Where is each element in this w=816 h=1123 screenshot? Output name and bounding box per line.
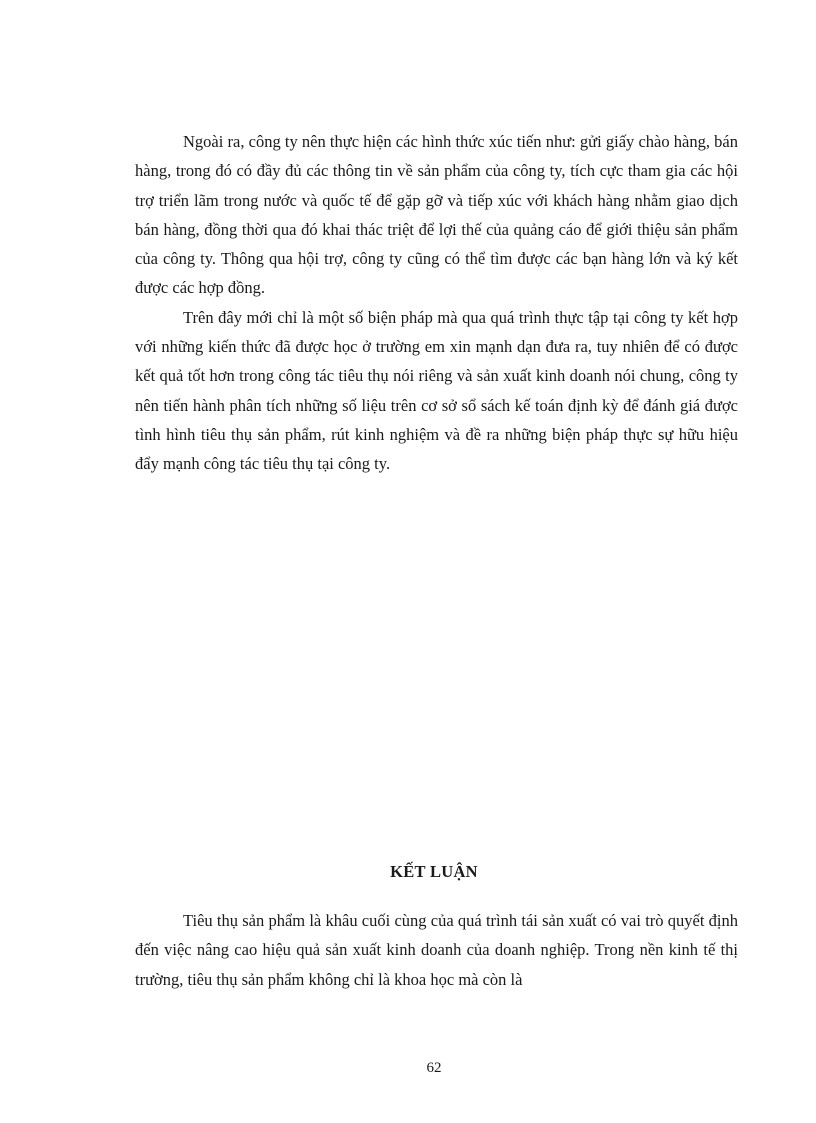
paragraph-promotion: Ngoài ra, công ty nên thực hiện các hình thức xúc tiến như: gửi giấy chào hàng, bán hàng, trong đó có đầy đủ các thông tin về sản phẩm của công ty, tích cực tham gia các hội trợ triển lãm trong nước và quốc tế để gặp gỡ và tiếp xúc với khách hàng nhằm giao dịch bán hàng, đồng thời qua đó khai thác triệt để lợi thế của quảng cáo để giới thiệu sản phẩm của công ty. Thông qua hội trợ, công ty cũng có thể tìm được các bạn hàng lớn và ký kết được các hợp đồng. <box>135 132 738 298</box>
body-text-conclusion <box>135 906 738 994</box>
page-number-text: 62 <box>426 1060 442 1076</box>
paragraph-conclusion: Tiêu thụ sản phẩm là khâu cuối cùng của quá trình tái sản xuất có vai trò quyết định đến việc nâng cao hiệu quả sản xuất kinh doanh của doanh nghiệp. Trong nền kinh tế thị trường, tiêu thụ sản phẩm không chỉ là khoa học mà còn là <box>135 911 738 989</box>
paragraph-measures: Trên đây mới chỉ là một số biện pháp mà qua quá trình thực tập tại công ty kết hợp với những kiến thức đã được học ở trường em xin mạnh dạn đưa ra, tuy nhiên để có được kết quả tốt hơn trong công tác tiêu thụ nói riêng và sản xuất kinh doanh nói chung, công ty nên tiến hành phân tích những số liệu trên cơ sở sổ sách kế toán định kỳ để đánh giá được tình hình tiêu thụ sản phẩm, rút kinh nghiệm và đề ra những biện pháp thực sự hữu hiệu đẩy mạnh công tác tiêu thụ tại công ty. <box>135 307 738 474</box>
body-text-top <box>135 127 738 479</box>
page-number <box>0 1060 816 1077</box>
section-heading <box>0 862 816 882</box>
section-heading-text: KẾT LUẬN <box>390 862 478 881</box>
